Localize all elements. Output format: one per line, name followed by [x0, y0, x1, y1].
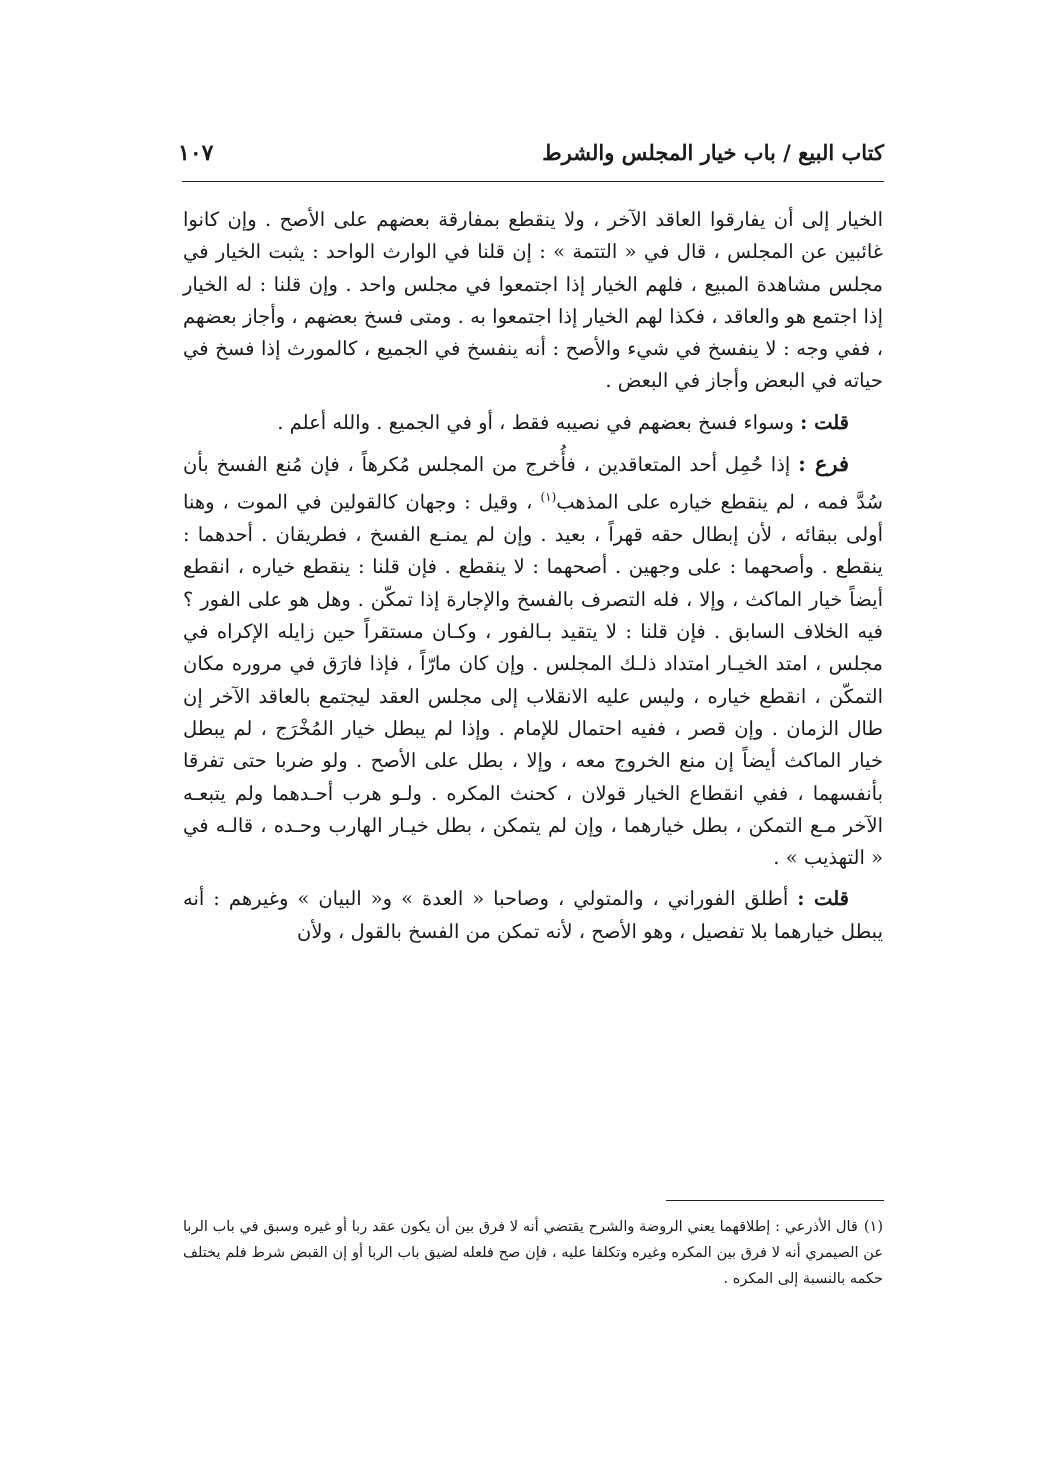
footnote-text: قال الأذرعي : إطلاقهما يعني الروضة والشرح يقتضي أنه لا فرق بين أن يكون عقد ربا أو غيره وسبق في باب الربا عن الصيمري أنه لا فرق بين المكره وغيره وتكلفا عليه ، فإن صح فلعله لضيق باب الربا أو إن القبض شرط فلم يختلف حكمه بالنسبة إلى المكره . [183, 1219, 883, 1287]
footnote-marker: (١) [863, 1219, 883, 1235]
paragraph-4-lead: قلت : [797, 887, 849, 911]
running-head: كتاب البيع / باب خيار المجلس والشرط [542, 140, 884, 165]
header-rule [182, 181, 884, 182]
paragraph-1 [183, 204, 883, 398]
paragraph-3-text-a: إذا حُمِل أحد المتعاقدين ، فأُخرج من المجلس مُكرهاً ، فإن مُنع الفسخ بأن سُدَّ فمه ، لم ينقطع خياره على المذهب [183, 453, 883, 514]
paragraph-4-text: أطلق الفوراني ، والمتولي ، وصاحبا « العدة » و« البيان » وغيرهم : أنه يبطل خيارهما بلا تفصيل ، وهو الأصح ، لأنه تمكن من الفسخ بالقول ، ولأن [183, 887, 883, 943]
main-text [183, 204, 883, 948]
paragraph-3-text-b: ، وقيل : وجهان كالقولين في الموت ، وهنا أولى ببقائه ، لأن إبطال حقه قهراً ، بعيد . وإن لم يمنـع الفسخ ، فطريقان . أحدهما : ينقطع . وأصحهما : على وجهين . أصحهما : لا ينقطع . فإن قلنا : ينقطع خياره ، انقطع أيضاً خيار الماكث ، وإلا ، فله التصرف بالفسخ والإجارة إذا تمكّن . وهل هو على الفور ؟ فيه الخلاف السابق . فإن قلنا : لا يتقيد بـالفور ، وكـان مستقراً حين زايله الإكراه في مجلس ، امتد الخيـار امتداد ذلـك المجلس . وإن كان مارّاً ، فإذا فارَق في مروره مكان التمكّن ، انقطع خياره ، وليس عليه الانقلاب إلى مجلس العقد ليجتمع بالعاقد الآخر إن طال الزمان . وإن قصر ، ففيه احتمال للإمام . وإذا لم يبطل خيار المُخْرَج ، لم يبطل خيار الماكث أيضاً إن منع الخروج معه ، وإلا ، بطل على الأصح . ولو ضربا حتى تفرقا بأنفسهما ، ففي انقطاع الخيار قولان ، كحنث المكره . ولـو هرب أحـدهما ولم يتبعـه الآخر مـع التمكن ، بطل خيارهما ، وإن لم يتمكن ، بطل خيـار الهارب وحـده ، قالـه في « التهذيب » . [183, 490, 883, 870]
footnote-reference: (١) [540, 490, 557, 505]
paragraph-3 [183, 448, 883, 874]
paragraph-2-text: وسواء فسخ بعضهم في نصيبه فقط ، أو في الجميع . والله أعلم . [277, 410, 801, 434]
paragraph-3-lead: فرع : [798, 451, 849, 477]
paragraph-1-text: الخيار إلى أن يفارقوا العاقد الآخر ، ولا ينقطع بمفارقة بعضهم على الأصح . وإن كانوا غائبين عن المجلس ، قال في « التتمة » : إن قلنا في الوارث الواحد : يثبت الخيار في مجلس مشاهدة المبيع ، فلهم الخيار إذا اجتمعوا في مجلس واحد . وإن قلنا : له الخيار إذا اجتمع هو والعاقد ، فكذا لهم الخيار إذا اجتمعوا به . ومتى فسخ بعضهم ، وأجاز بعضهم ، ففي وجه : لا ينفسخ في شيء والأصح : أنه ينفسخ في الجميع ، كالمورث إذا فسخ في حياته في البعض وأجاز في البعض . [183, 208, 883, 393]
paragraph-2 [183, 407, 883, 439]
page-header [178, 140, 884, 176]
footnote-1 [183, 1214, 883, 1292]
footnotes [183, 1214, 883, 1292]
page-number: ١٠٧ [178, 140, 214, 166]
paragraph-4 [183, 883, 883, 948]
footnote-rule [666, 1200, 884, 1201]
paragraph-2-lead: قلت : [800, 410, 849, 434]
